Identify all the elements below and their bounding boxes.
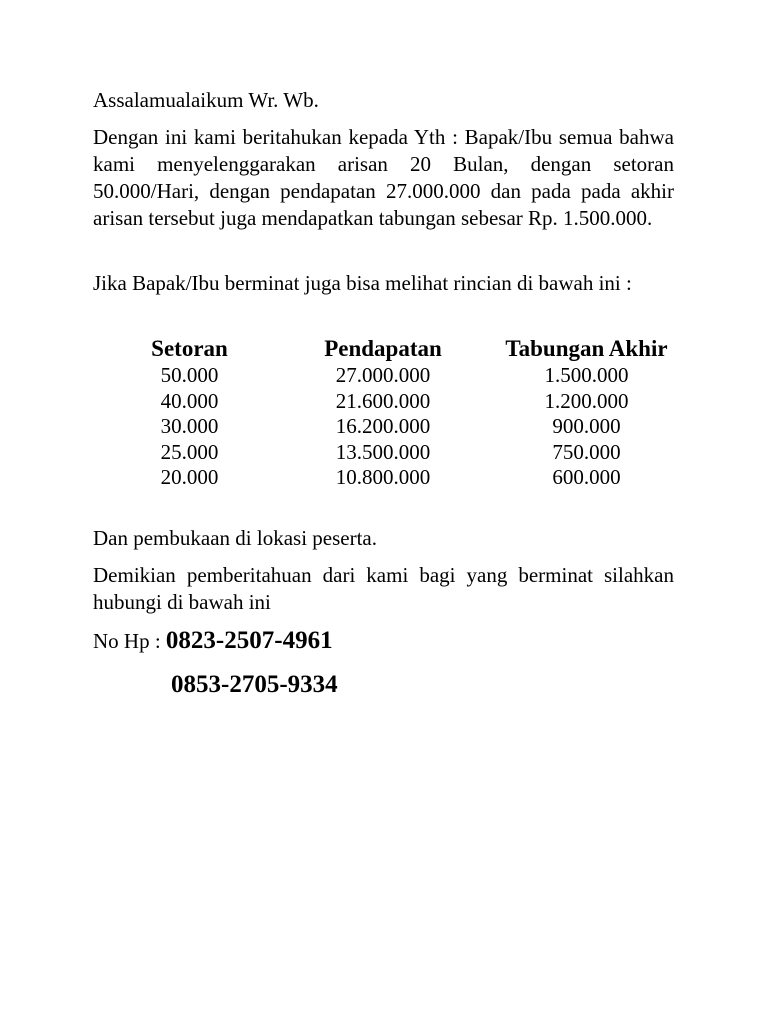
cell-tabungan: 750.000 (552, 439, 621, 464)
table-row (93, 465, 693, 491)
intro-paragraph: Dengan ini kami beritahukan kepada Yth : Bapak/Ibu semua bahwa kami menyelenggarakan arisan 20 Bulan, dengan setoran 50.000/Hari, dengan pendapatan 27.000.000 dan pada pada akhir arisan tersebut juga mendapatkan tabungan sebesar Rp. 1.500.000. (93, 125, 674, 230)
cell-pendapatan: 21.600.000 (335, 388, 431, 413)
cell-pendapatan: 10.800.000 (335, 465, 431, 489)
greeting-text: Assalamualaikum Wr. Wb. (93, 88, 319, 112)
cell-tabungan: 1.200.000 (544, 388, 629, 413)
cell-tabungan: 1.500.000 (544, 363, 629, 387)
phone-line-1 (93, 626, 333, 656)
header-tabungan-akhir: Tabungan Akhir (505, 336, 668, 361)
cell-setoran: 30.000 (160, 414, 219, 438)
table-row (93, 440, 693, 466)
phone-number-1: 0823-2507-4961 (165, 627, 333, 654)
opening-text: Dan pembukaan di lokasi peserta. (93, 526, 377, 550)
phone-number-2: 0853-2705-9334 (171, 671, 338, 698)
cell-pendapatan: 27.000.000 (335, 363, 431, 387)
phone-label: No Hp : (93, 629, 166, 653)
table-header-row (93, 335, 693, 363)
table-row (93, 389, 693, 415)
header-pendapatan: Pendapatan (324, 336, 442, 361)
table-row (93, 363, 693, 389)
cell-setoran: 50.000 (160, 363, 219, 387)
details-table (93, 335, 693, 491)
cell-setoran: 20.000 (160, 465, 219, 489)
header-setoran: Setoran (151, 336, 228, 361)
invite-paragraph: Jika Bapak/Ibu berminat juga bisa melihat rincian di bawah ini : (93, 271, 632, 295)
cell-pendapatan: 16.200.000 (335, 414, 431, 438)
cell-pendapatan: 13.500.000 (335, 439, 431, 464)
cell-setoran: 40.000 (160, 388, 219, 413)
table-row (93, 414, 693, 440)
cell-tabungan: 600.000 (552, 465, 621, 489)
closing-paragraph: Demikian pemberitahuan dari kami bagi yang berminat silahkan hubungi di bawah ini (93, 563, 674, 614)
cell-tabungan: 900.000 (552, 414, 621, 438)
cell-setoran: 25.000 (160, 439, 219, 464)
